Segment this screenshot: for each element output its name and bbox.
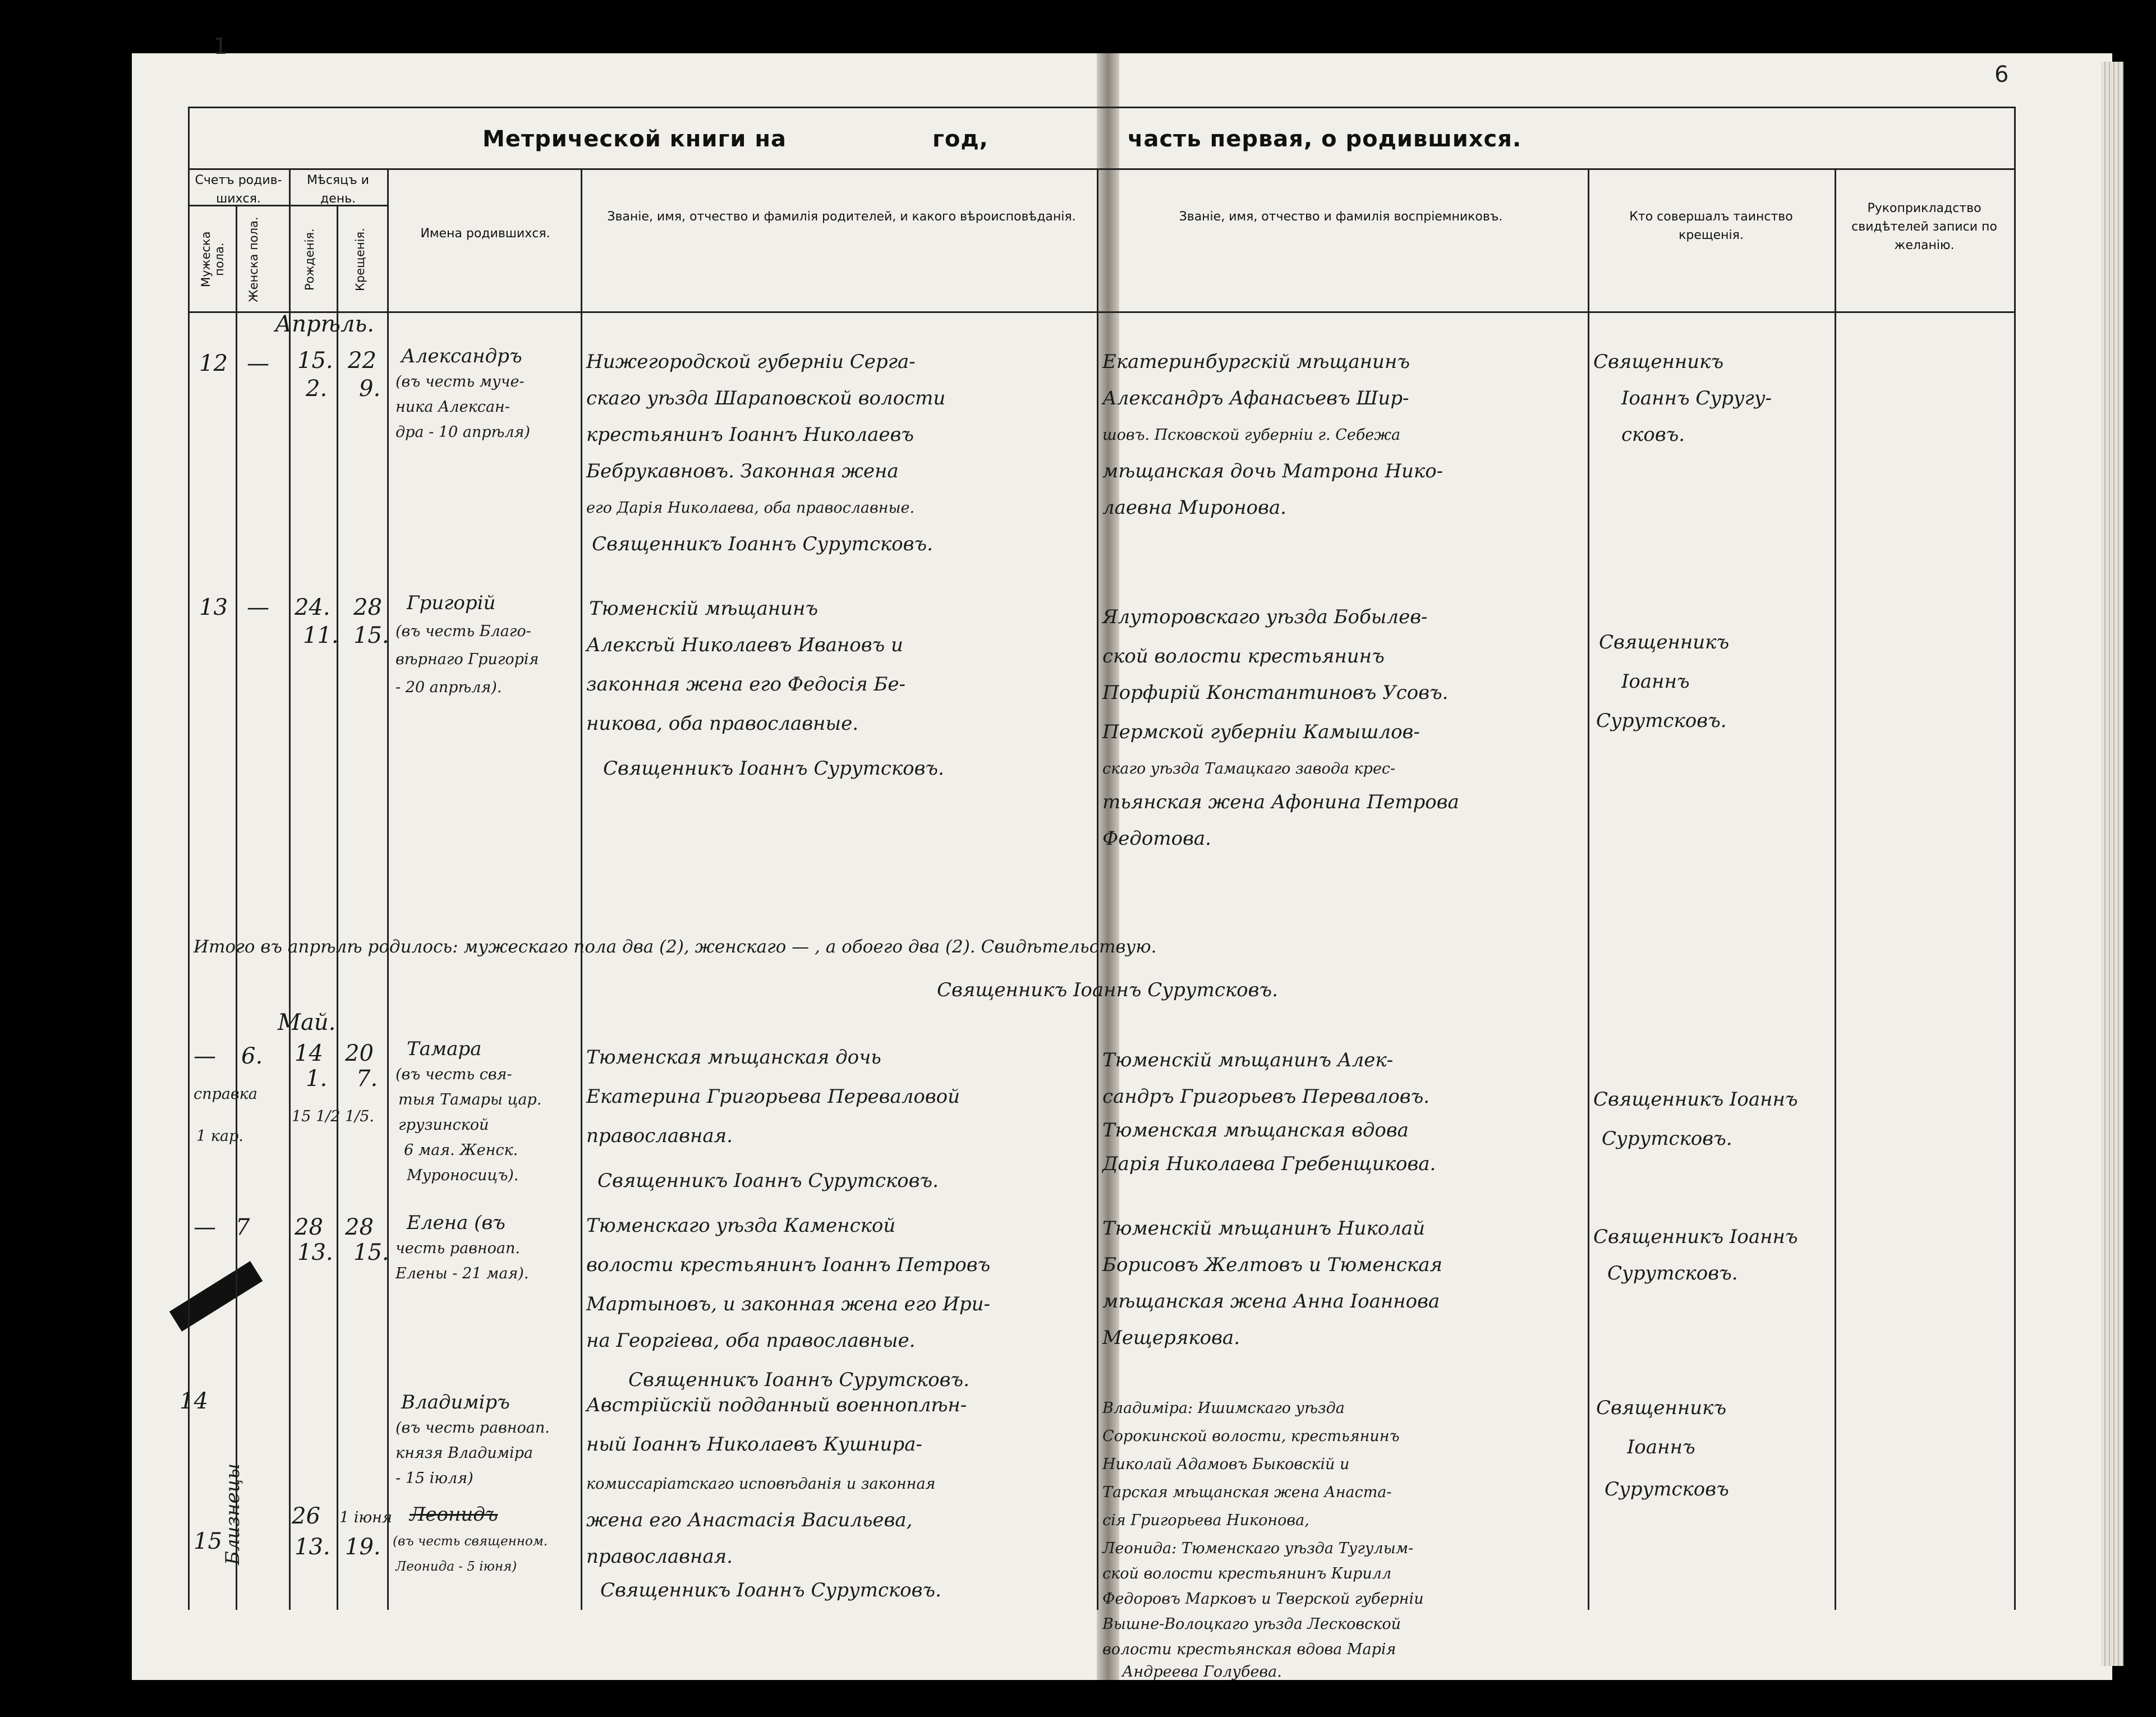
rec15-name-note-1: (въ честь священном. — [393, 1534, 548, 1549]
rec7-birth: 28 — [295, 1214, 323, 1240]
rec13-name-note-3: - 20 апрѣля). — [396, 679, 502, 696]
rec12-priest-2: Іоаннъ Суругу- — [1621, 387, 1772, 409]
page-number-left: 1 — [213, 34, 228, 59]
rec7-male: — — [194, 1214, 216, 1240]
rec15-name-note-2: Леонида - 5 іюня) — [396, 1559, 517, 1574]
rec6-name-note-3: грузинской — [398, 1116, 489, 1134]
rec13-name: Григорій — [407, 592, 496, 614]
rec14-godparents-4: Тарская мѣщанская жена Анаста- — [1102, 1484, 1392, 1501]
rec13-parents-3: законная жена его Федосія Бе- — [586, 673, 905, 696]
rec13-name-note-1: (въ честь Благо- — [396, 623, 531, 640]
rec7-parents-3: Мартыновъ, и законная жена его Ири- — [586, 1293, 991, 1315]
header-names: Имена родившихся. — [420, 227, 550, 241]
rec6-margin-1: справка — [194, 1085, 258, 1103]
rec12-name-note-1: (въ честь муче- — [396, 373, 525, 390]
rec12-name-note-2: ника Алексан- — [396, 398, 510, 416]
rec13-name-note-2: вѣрнаго Григорія — [396, 651, 539, 668]
rec12-parents-6: Священникъ Іоаннъ Сурутсковъ. — [592, 533, 933, 555]
header-witnesses: Рукоприкладство свидѣтелей записи по желанію. — [1851, 201, 1997, 252]
rec13-parents-1: Тюменскій мѣщанинъ — [589, 597, 819, 620]
rec14-parents-5: православная. — [586, 1545, 733, 1568]
rec7-name: Елена (въ — [407, 1212, 505, 1234]
rec7-name-note-1: честь равноап. — [396, 1240, 520, 1257]
col-line-9 — [2014, 107, 2016, 1610]
rec12-godparents-2: Александръ Афанасьевъ Шир- — [1102, 387, 1409, 409]
rec7-priest-2: Сурутсковъ. — [1607, 1262, 1738, 1285]
rec12-godparents-4: мѣщанская дочь Матрона Нико- — [1102, 460, 1444, 482]
rec12-birth-old: 2. — [306, 376, 328, 402]
april-summary: Итого въ апрѣлѣ родилось: мужескаго пола два (2), женскаго — , а обоего два (2). Свидѣтельствую. — [194, 937, 1157, 957]
page-edges — [2101, 62, 2123, 1666]
rec12-parents-5: его Дарія Николаева, оба православные. — [586, 499, 915, 517]
rec12-birth: 15. — [297, 348, 333, 374]
rec13-godparents-3: Порфирій Константиновъ Усовъ. — [1102, 682, 1449, 704]
rec7-parents-4: на Георгіева, оба православные. — [586, 1329, 916, 1352]
rec13-godparents-7: Федотова. — [1102, 827, 1211, 850]
rec6-margin-2: 1 кар. — [196, 1127, 243, 1145]
rec6-baptism: 20 — [345, 1041, 374, 1066]
header-female: Женска пола. — [247, 217, 260, 302]
rec13-parents-4: никова, оба православные. — [586, 712, 858, 735]
rec14-name-note-1: (въ честь равноап. — [396, 1419, 550, 1437]
rec7-female: 7 — [236, 1214, 250, 1240]
rec14-priest-3: Сурутсковъ — [1605, 1478, 1729, 1500]
rec14-parents-2: ный Іоаннъ Николаевъ Кушнира- — [586, 1433, 922, 1456]
rec14-godparents-5: сія Григорьева Никонова, — [1102, 1512, 1309, 1529]
rec6-parents-4: Священникъ Іоаннъ Сурутсковъ. — [597, 1170, 939, 1192]
rec14-parents-6: Священникъ Іоаннъ Сурутсковъ. — [600, 1579, 941, 1601]
rec7-godparents-2: Борисовъ Желтовъ и Тюменская — [1102, 1254, 1442, 1276]
header-top-rule — [188, 168, 2014, 170]
rec14-male: 14 — [180, 1388, 208, 1414]
rec7-name-note-2: Елены - 21 мая). — [396, 1265, 529, 1282]
rec14-godparents-1: Владиміра: Ишимскаго уѣзда — [1102, 1400, 1345, 1417]
month-may: Май. — [278, 1010, 336, 1035]
rec6-godparents-2: сандръ Григорьевъ Переваловъ. — [1102, 1085, 1430, 1108]
frame-top — [188, 107, 2014, 108]
col-line-6 — [1097, 168, 1098, 1610]
rec13-parents-5: Священникъ Іоаннъ Сурутсковъ. — [603, 757, 944, 780]
rec13-godparents-6: тьянская жена Афонина Петрова — [1102, 791, 1459, 813]
rec7-parents-1: Тюменскаго уѣзда Каменской — [586, 1214, 896, 1237]
rec15-birth-old: 13. — [295, 1534, 330, 1560]
month-april: Апрѣль. — [275, 311, 374, 337]
rec12-parents-4: Бебрукавновъ. Законная жена — [586, 460, 899, 482]
rec13-birth-old: 11. — [303, 623, 339, 648]
page-title-right — [1128, 107, 1521, 171]
rec7-godparents-1: Тюменскій мѣщанинъ Николай — [1102, 1217, 1426, 1240]
col-line-8 — [1835, 168, 1836, 1610]
rec12-baptism-old: 9. — [359, 376, 381, 402]
rec13-baptism: 28 — [353, 595, 382, 620]
rec6-godparents-1: Тюменскій мѣщанинъ Алек- — [1102, 1049, 1394, 1071]
rec6-female: 6. — [241, 1043, 263, 1069]
rec14-parents-4: жена его Анастасія Васильева, — [586, 1509, 913, 1531]
rec15-baptism-old: 19. — [345, 1534, 381, 1560]
rec13-godparents-4: Пермской губерніи Камышлов- — [1102, 721, 1420, 743]
rec14-godparents-3: Николай Адамовъ Быковскій и — [1102, 1456, 1350, 1473]
page-title-left — [482, 107, 989, 171]
title-right-text: часть первая, о родившихся. — [1128, 126, 1522, 152]
col-line-0 — [188, 107, 190, 1610]
rec7-godparents-3: мѣщанская жена Анна Іоаннова — [1102, 1290, 1440, 1313]
rec14-name-note-3: - 15 іюля) — [396, 1470, 474, 1487]
rec12-parents-1: Нижегородской губерніи Серга- — [586, 351, 916, 373]
rec12-male: 12 — [199, 351, 228, 376]
rec15-name: Леонидъ — [410, 1503, 498, 1526]
col-line-3 — [337, 205, 338, 1610]
header-male: Мужеска пола. — [199, 231, 226, 288]
rec6-baptism-old: 7. — [356, 1066, 378, 1092]
rec12-parents-3: крестьянинъ Іоаннъ Николаевъ — [586, 424, 914, 446]
rec13-female: — — [247, 595, 269, 620]
rec12-parents-2: скаго уѣзда Шараповской волости — [586, 387, 946, 409]
rec12-name-note-3: дра - 10 апрѣля) — [396, 424, 530, 441]
rec13-baptism-old: 15. — [353, 623, 389, 648]
col-line-7 — [1588, 168, 1589, 1610]
rec14-name-note-2: князя Владиміра — [396, 1444, 534, 1462]
rec14-godparents-10: волости крестьянская вдова Марія — [1102, 1641, 1396, 1658]
rec7-parents-5: Священникъ Іоаннъ Сурутсковъ. — [628, 1369, 969, 1391]
rec12-female: — — [247, 351, 269, 376]
col-line-4 — [387, 168, 389, 1610]
rec14-godparents-6: Леонида: Тюменскаго уѣзда Тугулым- — [1102, 1540, 1414, 1557]
header-godparents: Званіе, имя, отчество и фамилія воспріемниковъ. — [1179, 210, 1503, 224]
rec6-name-note-2: тыя Тамары цар. — [398, 1091, 542, 1108]
rec15-baptism: 1 іюня — [339, 1509, 392, 1526]
rec14-godparents-7: ской волости крестьянинъ Кирилл — [1102, 1565, 1392, 1582]
header-schet: Счетъ родив-шихся. — [195, 173, 282, 206]
rec12-priest-3: сковъ. — [1621, 424, 1685, 446]
rec6-birth-old: 1. — [306, 1066, 328, 1092]
rec12-baptism: 22 — [348, 348, 376, 374]
rec14-name: Владиміръ — [401, 1391, 510, 1414]
rec6-name-note-4: 6 мая. Женск. — [404, 1141, 518, 1159]
rec14-godparents-2: Сорокинской волости, крестьянинъ — [1102, 1428, 1400, 1445]
rec6-parents-1: Тюменская мѣщанская дочь — [586, 1046, 881, 1069]
rec6-name: Тамара — [407, 1038, 482, 1060]
header-baptism: Крещенія. — [353, 228, 367, 291]
rec7-parents-2: волости крестьянинъ Іоаннъ Петровъ — [586, 1254, 991, 1276]
rec12-godparents-1: Екатеринбургскій мѣщанинъ — [1102, 351, 1410, 373]
rec13-priest-3: Сурутсковъ. — [1596, 710, 1727, 732]
rec13-parents-2: Алексѣй Николаевъ Ивановъ и — [586, 634, 903, 656]
header-parents: Званіе, имя, отчество и фамилія родителей, и какого вѣроисповѣданія. — [607, 210, 1076, 224]
rec7-baptism: 28 — [345, 1214, 374, 1240]
rec6-name-note-1: (въ честь свя- — [396, 1066, 512, 1083]
title-year-label: год, — [932, 126, 989, 152]
rec12-godparents-3: шовъ. Псковской губерніи г. Себежа — [1102, 426, 1401, 444]
rec13-godparents-2: ской волости крестьянинъ — [1102, 645, 1385, 668]
rec6-male: — — [194, 1043, 216, 1069]
header-birth: Рожденія. — [303, 228, 316, 291]
header-month-day: Мѣсяцъ и день. — [307, 173, 369, 206]
rec15-birth: 26 — [292, 1503, 320, 1529]
rec12-godparents-5: лаевна Миронова. — [1102, 496, 1286, 519]
rec7-priest-1: Священникъ Іоаннъ — [1593, 1226, 1798, 1248]
col-line-2 — [289, 168, 291, 1610]
rec7-baptism-old: 15. — [353, 1240, 389, 1265]
header-bottom-rule — [188, 311, 2014, 313]
rec14-parents-1: Австрійскій подданный военноплѣн- — [586, 1394, 967, 1416]
rec14-priest-2: Іоаннъ — [1627, 1436, 1695, 1458]
rec14-parents-3: комиссаріатскаго исповѣданія и законная — [586, 1475, 936, 1493]
rec13-priest-1: Священникъ — [1599, 631, 1730, 653]
rec6-parents-3: православная. — [586, 1125, 733, 1147]
rec6-priest-1: Священникъ Іоаннъ — [1593, 1088, 1798, 1111]
rec14-godparents-8: Федоровъ Марковъ и Тверской губерніи — [1102, 1590, 1424, 1608]
rec6-parents-2: Екатерина Григорьева Переваловой — [586, 1085, 960, 1108]
rec12-priest-1: Священникъ — [1593, 351, 1724, 373]
rec13-godparents-1: Ялуторовскаго уѣзда Бобылев- — [1102, 606, 1428, 628]
rec13-priest-2: Іоаннъ — [1621, 670, 1690, 693]
rec6-priest-2: Сурутсковъ. — [1602, 1127, 1732, 1150]
rec14-godparents-11: Андреева Голубева. — [1122, 1663, 1282, 1681]
header-priest: Кто совершалъ таинство крещенія. — [1629, 210, 1793, 242]
rec13-godparents-5: скаго уѣзда Тамацкаго завода крес- — [1102, 760, 1396, 777]
rec7-birth-old: 13. — [297, 1240, 333, 1265]
rec15-male: 15 — [194, 1529, 222, 1554]
title-left-text: Метрической книги на — [482, 126, 787, 152]
rec6-godparents-4: Дарія Николаева Гребенщикова. — [1102, 1153, 1436, 1175]
col-line-5 — [581, 168, 582, 1610]
rec12-name: Александръ — [401, 345, 522, 367]
april-summary-signature: Священникъ Іоаннъ Сурутсковъ. — [937, 979, 1278, 1001]
rec13-male: 13 — [199, 595, 228, 620]
twins-margin-note: Близнецы — [222, 1463, 244, 1565]
page-number-right: 6 — [1994, 62, 2009, 88]
rec6-godparents-3: Тюменская мѣщанская вдова — [1102, 1119, 1409, 1141]
rec14-godparents-9: Вышне-Волоцкаго уѣзда Лесковской — [1102, 1615, 1401, 1633]
rec7-godparents-4: Мещерякова. — [1102, 1327, 1240, 1349]
rec6-name-note-5: Муроносицъ). — [407, 1167, 519, 1184]
rec6-birth: 14 — [295, 1041, 323, 1066]
rec6-extra: 15 1/2 1/5. — [292, 1108, 375, 1125]
rec13-birth: 24. — [295, 595, 330, 620]
rec14-priest-1: Священникъ — [1596, 1397, 1727, 1419]
